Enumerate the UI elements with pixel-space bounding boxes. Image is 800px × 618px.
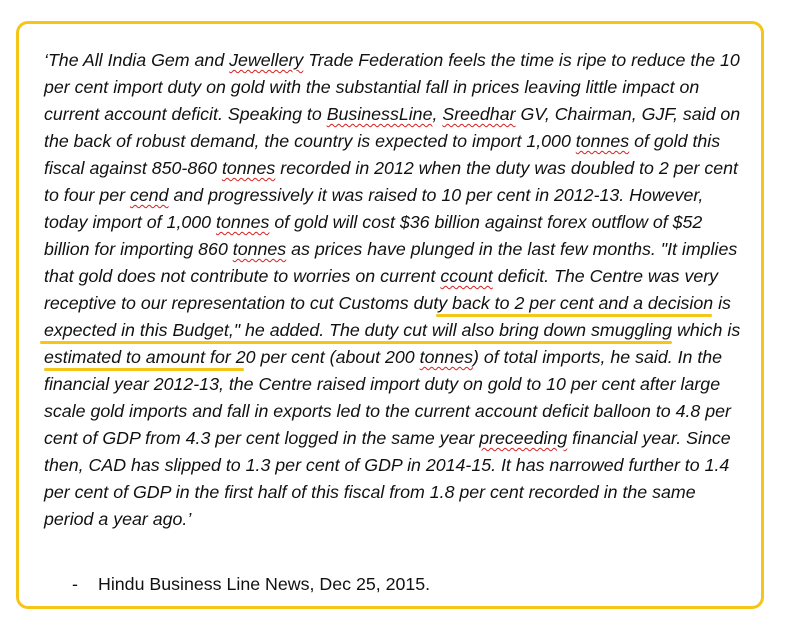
highlight-underline-1 bbox=[436, 314, 712, 317]
quote-text: GV, Chairman, GJF, said on the back of robust demand, the country is expected to import 1,000 bbox=[44, 104, 741, 151]
spellcheck-word: cend bbox=[130, 185, 169, 205]
highlight-underline-3 bbox=[44, 368, 244, 371]
spellcheck-word: preceeding bbox=[479, 428, 568, 448]
quote-text: recorded in 2012 when the duty was doubled to 2 per cent to four per bbox=[44, 158, 738, 205]
highlight-underline-2 bbox=[40, 341, 672, 344]
quote-text: and progressively it was raised to 10 per cent in 2012-13. However, today import of 1,000 bbox=[44, 185, 704, 232]
source-citation bbox=[72, 574, 430, 595]
quote-text: deficit. The Centre was very receptive to our representation to cut Customs duty back to 2 per cent and a decision is expected in this Budget," he added. The duty cut will also bring down smuggling which is estimated to amount for 20 per cent (about 200 bbox=[44, 266, 741, 367]
spellcheck-word: tonnes bbox=[419, 347, 474, 367]
spellcheck-word: Sreedhar bbox=[442, 104, 516, 124]
quote-text: financial year. Since then, CAD has slipped to 1.3 per cent of GDP in 2014-15. It has narrowed further to 1.4 per cent of GDP in the first half of this fiscal from 1.8 per cent recorded in the same period a year ago.’ bbox=[44, 428, 731, 529]
quote-text: , bbox=[432, 104, 443, 124]
quote-paragraph bbox=[44, 47, 744, 533]
quote-text: of gold will cost $36 billion against forex outflow of $52 billion for importing 860 bbox=[44, 212, 703, 259]
quote-text: ‘The All India Gem and bbox=[44, 50, 230, 70]
spellcheck-word: tonnes bbox=[575, 131, 630, 151]
spellcheck-word: tonnes bbox=[221, 158, 276, 178]
quote-text: ) of total imports, he said. In the financial year 2012-13, the Centre raised import duty on gold to 10 per cent after large scale gold imports and fall in exports led to the current account deficit balloon to 4.8 per cent of GDP from 4.3 per cent logged in the same year bbox=[44, 347, 731, 448]
quote-text: as prices have plunged in the last few months. "It implies that gold does not contribute to worries on current bbox=[44, 239, 738, 286]
spellcheck-word: Jewellery bbox=[229, 50, 304, 70]
spellcheck-word: ccount bbox=[440, 266, 493, 286]
quote-text: Trade Federation feels the time is ripe to reduce the 10 per cent import duty on gold with the substantial fall in prices leaving little impact on current account deficit. Speaking to bbox=[44, 50, 740, 124]
spellcheck-word: BusinessLine bbox=[326, 104, 433, 124]
quote-text: of gold this fiscal against 850-860 bbox=[44, 131, 721, 178]
spellcheck-word: tonnes bbox=[232, 239, 287, 259]
source-dash: - bbox=[72, 574, 78, 594]
source-text: Hindu Business Line News, Dec 25, 2015. bbox=[98, 574, 431, 594]
spellcheck-word: tonnes bbox=[216, 212, 270, 232]
